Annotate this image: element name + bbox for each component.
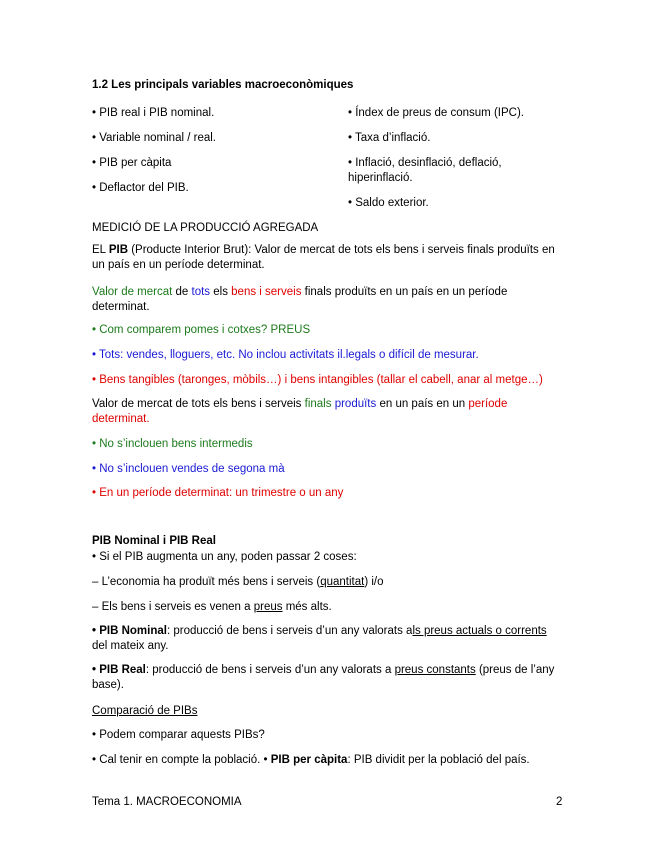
- nominal-bold: • PIB Nominal: [92, 625, 167, 637]
- pib-bold: PIB: [108, 244, 129, 256]
- real-text: : producció de bens i serveis d’un any valorats a: [145, 664, 395, 676]
- def-text: Valor de mercat de tots els bens i serveis: [92, 398, 305, 410]
- comparacio-poblacio: [92, 753, 572, 768]
- nominal-real-heading: PIB Nominal i PIB Real: [92, 535, 216, 547]
- variables-right-list: [348, 106, 548, 221]
- variables-left-list: [92, 106, 216, 206]
- def-text: de: [172, 286, 192, 298]
- section-title: 1.2 Les principals variables macroeconòmiques: [92, 79, 354, 91]
- pib-real-def: [92, 663, 572, 693]
- pib-prefix: EL: [92, 244, 109, 256]
- bullet-red-2: • En un període determinat: un trimestre o un any: [92, 487, 344, 499]
- list-item: • Deflactor del PIB.: [92, 182, 189, 194]
- pib-def-line2: un país en un període determinat.: [92, 259, 265, 271]
- case-underline: preus: [253, 601, 283, 613]
- list-item: • PIB real i PIB nominal.: [92, 107, 215, 119]
- list-item: • Saldo exterior.: [348, 197, 429, 209]
- def-text: finals produïts en un país en un període: [301, 286, 508, 298]
- real-text: (preus de l’any: [475, 664, 555, 676]
- list-item: • Taxa d’inflació.: [348, 132, 431, 144]
- real-underline: preus constants: [394, 664, 476, 676]
- bullet-blue-1: • Tots: vendes, lloguers, etc. No inclou activitats il.legals o difícil de mesurar.: [92, 349, 479, 361]
- list-item: • Variable nominal / real.: [92, 132, 216, 144]
- nominal-text: : producció de bens i serveis d’un any valorats a: [166, 625, 413, 637]
- comparacio-question: • Podem comparar aquests PIBs?: [92, 729, 265, 741]
- def-valor-mercat: Valor de mercat: [92, 286, 173, 298]
- case-text: – L’economia ha produït més bens i serveis (: [92, 576, 321, 588]
- bullet-blue-2: • No s’inclouen vendes de segona mà: [92, 463, 285, 475]
- def-bens-serveis: bens i serveis: [231, 286, 302, 298]
- def-produits: produïts: [334, 398, 377, 410]
- def-text: els: [210, 286, 232, 298]
- def-tots: tots: [191, 286, 211, 298]
- page-number: 2: [556, 796, 563, 808]
- list-item: • Índex de preus de consum (IPC).: [348, 107, 524, 119]
- bullet-red-1: • Bens tangibles (taronges, mòbils…) i bens intangibles (tallar el cabell, anar al metge…): [92, 374, 543, 386]
- case-text: més alts.: [282, 601, 332, 613]
- case-preus: [92, 600, 572, 615]
- real-bold: • PIB Real: [92, 664, 146, 676]
- poblacio-text: • Cal tenir en compte la població. •: [92, 754, 271, 766]
- list-item: • PIB per càpita: [92, 157, 172, 169]
- pib-nominal-def: [92, 624, 572, 654]
- list-item: • Inflació, desinflació, deflació,: [348, 157, 502, 169]
- def-periode: període: [468, 398, 508, 410]
- footer-title: Tema 1. MACROECONOMIA: [92, 796, 242, 808]
- poblacio-text: : PIB dividit per la població del país.: [347, 754, 530, 766]
- def-line2: determinat.: [92, 301, 150, 313]
- nominal-real-intro: • Si el PIB augmenta un any, poden passar 2 coses:: [92, 551, 357, 563]
- bullet-green-1: • Com comparem pomes i cotxes? PREUS: [92, 324, 311, 336]
- def-text: en un país en un: [376, 398, 469, 410]
- pib-def-line1: (Producte Interior Brut): Valor de mercat de tots els bens i serveis finals produïts en: [128, 244, 555, 256]
- list-item-continuation: hiperinflació.: [348, 172, 413, 184]
- nominal-underline: ls preus actuals o corrents: [412, 625, 547, 637]
- case-text: – Els bens i serveis es venen a: [92, 601, 254, 613]
- case-underline: quantitat: [320, 576, 365, 588]
- colored-definition: [92, 285, 572, 315]
- second-definition: [92, 397, 572, 427]
- pib-definition: [92, 243, 572, 273]
- mediacio-heading: MEDICIÓ DE LA PRODUCCIÓ AGREGADA: [92, 222, 319, 234]
- comparacio-heading: Comparació de PIBs: [92, 705, 198, 717]
- poblacio-bold: PIB per càpita: [270, 754, 348, 766]
- def-determinat: determinat.: [92, 413, 150, 425]
- bullet-green-2: • No s’inclouen bens intermedis: [92, 438, 253, 450]
- case-quantitat: [92, 575, 572, 590]
- def-finals: finals: [304, 398, 332, 410]
- real-line2: base).: [92, 679, 124, 691]
- case-text: ) i/o: [364, 576, 384, 588]
- nominal-line2: del mateix any.: [92, 640, 169, 652]
